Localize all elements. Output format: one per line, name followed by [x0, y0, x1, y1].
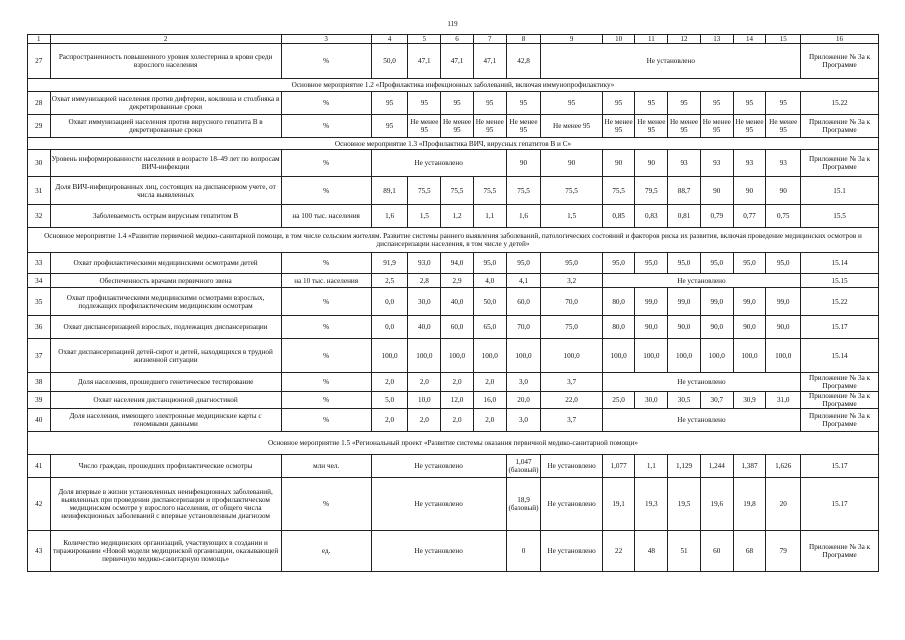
value-cell: 2,0	[408, 409, 441, 432]
value-cell: 0,81	[668, 205, 701, 228]
value-cell: Не менее 95	[766, 115, 801, 138]
value-cell: 93	[700, 150, 733, 177]
table-row	[28, 177, 879, 205]
value-cell: 95	[371, 115, 408, 138]
value-cell: 47,1	[441, 44, 474, 79]
value-cell: 100,0	[700, 339, 733, 373]
table-row	[28, 150, 879, 177]
value-cell: 89,1	[371, 177, 408, 205]
value-cell: 100,0	[635, 339, 668, 373]
value-cell: 80,0	[602, 316, 635, 339]
unit-cell: %	[281, 339, 371, 373]
value-cell: 95	[733, 92, 766, 115]
value-cell: 94,0	[441, 253, 474, 274]
column-number-cell: 12	[668, 35, 701, 44]
value-cell: 95,0	[733, 253, 766, 274]
value-cell: 100,0	[733, 339, 766, 373]
value-cell: 99,0	[635, 288, 668, 316]
table-row	[28, 373, 879, 392]
value-cell: 48	[635, 531, 668, 572]
value-cell: 16,0	[473, 392, 506, 409]
value-cell: 20	[766, 478, 801, 531]
section-title: Основное мероприятие 1.5 «Региональный проект «Развитие системы оказания первичной медико-санитарной помощи»	[28, 432, 879, 455]
unit-cell: %	[281, 177, 371, 205]
value-cell: 100,0	[441, 339, 474, 373]
value-cell: 5,0	[371, 392, 408, 409]
value-cell: 90	[506, 150, 541, 177]
value-cell: 75,5	[473, 177, 506, 205]
value-cell: 99,0	[766, 288, 801, 316]
value-cell: 0,83	[635, 205, 668, 228]
note-cell: Приложение № 3а к Программе	[801, 115, 879, 138]
value-cell: 90,0	[668, 316, 701, 339]
unit-cell: млн чел.	[281, 455, 371, 478]
value-cell: Не установлено	[602, 409, 800, 432]
section-title: Основное мероприятие 1.4 «Развитие первичной медико-санитарной помощи, в том числе сельским жителям. Развитие системы раннего выявления заболеваний, патологических состояний и факторов риска их развития, включая проведение медицинских осмотров и диспансеризации населения, в том числе у детей»	[28, 228, 879, 253]
table-row	[28, 316, 879, 339]
note-cell: 15.15	[801, 274, 879, 288]
value-cell: 1,1	[635, 455, 668, 478]
value-cell: 100,0	[668, 339, 701, 373]
value-cell: 95	[441, 92, 474, 115]
value-cell: 3,7	[541, 373, 602, 392]
unit-cell: %	[281, 253, 371, 274]
value-cell: 30,9	[733, 392, 766, 409]
column-number-cell: 16	[801, 35, 879, 44]
note-cell: Приложение № 3а к Программе	[801, 44, 879, 79]
value-cell: 70,0	[541, 288, 602, 316]
value-cell: 80,0	[602, 288, 635, 316]
column-number-cell: 6	[441, 35, 474, 44]
value-cell: 4,0	[473, 274, 506, 288]
unit-cell: %	[281, 92, 371, 115]
value-cell: 99,0	[668, 288, 701, 316]
value-cell: 95,0	[541, 253, 602, 274]
table-row	[28, 478, 879, 531]
value-cell: 75,5	[441, 177, 474, 205]
indicator-name: Охват диспансеризацией взрослых, подлежащих диспансеризации	[50, 316, 281, 339]
unit-cell: %	[281, 373, 371, 392]
value-cell: 1,6	[506, 205, 541, 228]
row-number: 37	[28, 339, 51, 373]
value-cell: Не менее 95	[635, 115, 668, 138]
note-cell: 15.5	[801, 205, 879, 228]
value-cell: 99,0	[700, 288, 733, 316]
value-cell: 95,0	[766, 253, 801, 274]
row-number: 42	[28, 478, 51, 531]
value-cell: 3,2	[541, 274, 602, 288]
value-cell: 4,1	[506, 274, 541, 288]
value-cell: Не менее 95	[506, 115, 541, 138]
value-cell: 90,0	[733, 316, 766, 339]
value-cell: 47,1	[408, 44, 441, 79]
value-cell: 95,0	[602, 253, 635, 274]
indicator-name: Заболеваемость острым вирусным гепатитом В	[50, 205, 281, 228]
value-cell: 93,0	[408, 253, 441, 274]
value-cell: Не менее 95	[700, 115, 733, 138]
value-cell: 1,5	[408, 205, 441, 228]
table-row	[28, 205, 879, 228]
value-cell: 1,6	[371, 205, 408, 228]
value-cell: 2,0	[371, 373, 408, 392]
unit-cell: %	[281, 44, 371, 79]
unit-cell: %	[281, 392, 371, 409]
value-cell: 95,0	[506, 253, 541, 274]
column-number-cell: 2	[50, 35, 281, 44]
section-header-row	[28, 228, 879, 253]
note-cell: Приложение № 3а к Программе	[801, 392, 879, 409]
value-cell: 90,0	[700, 316, 733, 339]
value-cell: 90,0	[766, 316, 801, 339]
value-cell: 75,5	[602, 177, 635, 205]
note-cell: 15.17	[801, 478, 879, 531]
note-cell: 15.14	[801, 339, 879, 373]
row-number: 34	[28, 274, 51, 288]
unit-cell: %	[281, 316, 371, 339]
section-header-row	[28, 138, 879, 150]
value-cell: 47,1	[473, 44, 506, 79]
table-row	[28, 288, 879, 316]
value-cell: 0,0	[371, 288, 408, 316]
indicator-name: Уровень информированности населения в возрасте 18–49 лет по вопросам ВИЧ-инфекции	[50, 150, 281, 177]
table-row	[28, 92, 879, 115]
indicator-name: Охват профилактическими медицинскими осмотрами взрослых, подлежащих профилактическим медицинским осмотрам	[50, 288, 281, 316]
value-cell: 93	[766, 150, 801, 177]
value-cell: 2,0	[473, 409, 506, 432]
value-cell: 12,0	[441, 392, 474, 409]
unit-cell: на 100 тыс. населения	[281, 205, 371, 228]
value-cell: Не установлено	[602, 274, 800, 288]
value-cell: 0,85	[602, 205, 635, 228]
column-number-cell: 14	[733, 35, 766, 44]
value-cell: Не менее 95	[541, 115, 602, 138]
value-cell: 90,0	[635, 316, 668, 339]
column-number-cell: 1	[28, 35, 51, 44]
value-cell: 25,0	[602, 392, 635, 409]
value-cell: 95	[635, 92, 668, 115]
value-cell: 2,8	[408, 274, 441, 288]
value-cell: 100,0	[602, 339, 635, 373]
value-cell: 19,6	[700, 478, 733, 531]
value-cell: 3,7	[541, 409, 602, 432]
column-number-cell: 10	[602, 35, 635, 44]
value-cell: 42,8	[506, 44, 541, 79]
row-number: 28	[28, 92, 51, 115]
value-cell: 95	[766, 92, 801, 115]
indicator-name: Обеспеченность врачами первичного звена	[50, 274, 281, 288]
indicator-name: Число граждан, прошедших профилактические осмотры	[50, 455, 281, 478]
value-cell: 60,0	[506, 288, 541, 316]
row-number: 30	[28, 150, 51, 177]
value-cell: 2,0	[408, 373, 441, 392]
note-cell: 15.1	[801, 177, 879, 205]
column-number-cell: 9	[541, 35, 602, 44]
value-cell: Не установлено	[371, 478, 506, 531]
value-cell: Не установлено	[541, 44, 801, 79]
value-cell: Не установлено	[541, 455, 602, 478]
value-cell: 1,129	[668, 455, 701, 478]
value-cell: 65,0	[473, 316, 506, 339]
section-title: Основное мероприятие 1.2 «Профилактика инфекционных заболеваний, включая иммунопрофилактику»	[28, 79, 879, 92]
value-cell: 2,9	[441, 274, 474, 288]
value-cell: Не установлено	[541, 531, 602, 572]
value-cell: 1,5	[541, 205, 602, 228]
value-cell: 30,0	[635, 392, 668, 409]
column-number-cell: 4	[371, 35, 408, 44]
value-cell: 0,79	[700, 205, 733, 228]
value-cell: 100,0	[541, 339, 602, 373]
table-row	[28, 339, 879, 373]
value-cell: 2,0	[473, 373, 506, 392]
value-cell: 20,0	[506, 392, 541, 409]
value-cell: 100,0	[371, 339, 408, 373]
indicators-table	[27, 34, 879, 572]
note-cell: 15.22	[801, 92, 879, 115]
value-cell: 2,0	[441, 409, 474, 432]
indicator-name: Доля ВИЧ-инфицированных лиц, состоящих на диспансерном учете, от числа выявленных	[50, 177, 281, 205]
value-cell: 95,0	[668, 253, 701, 274]
row-number: 33	[28, 253, 51, 274]
column-number-cell: 5	[408, 35, 441, 44]
value-cell: 22,0	[541, 392, 602, 409]
value-cell: 90	[541, 150, 602, 177]
value-cell: 19,3	[635, 478, 668, 531]
note-cell: 15.14	[801, 253, 879, 274]
unit-cell: %	[281, 409, 371, 432]
indicator-name: Распространенность повышенного уровня холестерина в крови среди взрослого населения	[50, 44, 281, 79]
unit-cell: ед.	[281, 531, 371, 572]
value-cell: 90	[700, 177, 733, 205]
value-cell: 95,0	[635, 253, 668, 274]
value-cell: 70,0	[506, 316, 541, 339]
column-number-cell: 7	[473, 35, 506, 44]
value-cell: 0,75	[766, 205, 801, 228]
table-row	[28, 409, 879, 432]
note-cell: 15.22	[801, 288, 879, 316]
unit-cell: %	[281, 478, 371, 531]
row-number: 40	[28, 409, 51, 432]
indicator-name: Охват иммунизацией населения против дифтерии, коклюша и столбняка в декретированные сроки	[50, 92, 281, 115]
indicator-name: Доля населения, имеющего электронные медицинские карты с геномными данными	[50, 409, 281, 432]
unit-cell: %	[281, 150, 371, 177]
value-cell: 95	[473, 92, 506, 115]
value-cell: 1,077	[602, 455, 635, 478]
value-cell: 3,0	[506, 409, 541, 432]
unit-cell: %	[281, 288, 371, 316]
value-cell: 60	[700, 531, 733, 572]
indicator-name: Количество медицинских организаций, участвующих в создании и тиражировании «Новой модели медицинской организации, оказывающей первичную медико-санитарную помощь»	[50, 531, 281, 572]
value-cell: 2,5	[371, 274, 408, 288]
value-cell: 95,0	[473, 253, 506, 274]
row-number: 32	[28, 205, 51, 228]
column-number-cell: 13	[700, 35, 733, 44]
value-cell: 19,5	[668, 478, 701, 531]
indicator-name: Охват населения дистанционной диагностикой	[50, 392, 281, 409]
value-cell: 50,0	[473, 288, 506, 316]
indicator-name: Охват диспансеризацией детей-сирот и детей, находящихся в трудной жизненной ситуации	[50, 339, 281, 373]
value-cell: Не установлено	[541, 478, 602, 531]
value-cell: 1,047 (базовый)	[506, 455, 541, 478]
value-cell: 40,0	[441, 288, 474, 316]
value-cell: 31,0	[766, 392, 801, 409]
value-cell: 22	[602, 531, 635, 572]
note-cell: Приложение № 3а к Программе	[801, 409, 879, 432]
value-cell: 75,5	[506, 177, 541, 205]
value-cell: 1,2	[441, 205, 474, 228]
column-number-cell: 15	[766, 35, 801, 44]
value-cell: Не менее 95	[441, 115, 474, 138]
column-number-cell: 11	[635, 35, 668, 44]
table-row	[28, 274, 879, 288]
value-cell: 100,0	[408, 339, 441, 373]
value-cell: Не менее 95	[602, 115, 635, 138]
value-cell: 95,0	[700, 253, 733, 274]
value-cell: 88,7	[668, 177, 701, 205]
row-number: 38	[28, 373, 51, 392]
value-cell: 1,244	[700, 455, 733, 478]
value-cell: 68	[733, 531, 766, 572]
row-number: 29	[28, 115, 51, 138]
value-cell: 93	[668, 150, 701, 177]
row-number: 35	[28, 288, 51, 316]
table-row	[28, 253, 879, 274]
unit-cell: на 10 тыс. населения	[281, 274, 371, 288]
value-cell: 95	[602, 92, 635, 115]
value-cell: 19,8	[733, 478, 766, 531]
value-cell: 2,0	[441, 373, 474, 392]
value-cell: 100,0	[766, 339, 801, 373]
value-cell: Не установлено	[371, 531, 506, 572]
value-cell: 75,5	[408, 177, 441, 205]
value-cell: 79,5	[635, 177, 668, 205]
value-cell: 100,0	[506, 339, 541, 373]
value-cell: 79	[766, 531, 801, 572]
value-cell: 30,0	[408, 288, 441, 316]
value-cell: 75,5	[541, 177, 602, 205]
row-number: 39	[28, 392, 51, 409]
value-cell: 0	[506, 531, 541, 572]
row-number: 43	[28, 531, 51, 572]
value-cell: 1,387	[733, 455, 766, 478]
value-cell: 18,9 (базовый)	[506, 478, 541, 531]
value-cell: Не менее 95	[408, 115, 441, 138]
column-number-cell: 3	[281, 35, 371, 44]
section-header-row	[28, 79, 879, 92]
value-cell: 95	[668, 92, 701, 115]
value-cell: 90	[635, 150, 668, 177]
note-cell: Приложение № 3а к Программе	[801, 373, 879, 392]
note-cell: Приложение № 3а к Программе	[801, 150, 879, 177]
row-number: 27	[28, 44, 51, 79]
value-cell: Не менее 95	[733, 115, 766, 138]
value-cell: 93	[733, 150, 766, 177]
value-cell: 19,1	[602, 478, 635, 531]
value-cell: Не установлено	[371, 455, 506, 478]
value-cell: 30,5	[668, 392, 701, 409]
value-cell: 40,0	[408, 316, 441, 339]
value-cell: 0,77	[733, 205, 766, 228]
unit-cell: %	[281, 115, 371, 138]
indicator-name: Доля населения, прошедшего генетическое тестирование	[50, 373, 281, 392]
indicator-name: Доля впервые в жизни установленных неинфекционных заболеваний, выявленных при проведении диспансеризации и профилактическом медицинском осмотре у взрослого населения, от общего числа неинфекционных заболеваний с впервые установленным диагнозом	[50, 478, 281, 531]
value-cell: 95	[541, 92, 602, 115]
value-cell: 2,0	[371, 409, 408, 432]
value-cell: 95	[371, 92, 408, 115]
indicator-name: Охват иммунизацией населения против вирусного гепатита В в декретированные сроки	[50, 115, 281, 138]
note-cell: 15.17	[801, 455, 879, 478]
value-cell: 90	[766, 177, 801, 205]
value-cell: 90	[733, 177, 766, 205]
value-cell: 10,0	[408, 392, 441, 409]
table-row	[28, 455, 879, 478]
page-number: 119	[447, 20, 458, 28]
value-cell: 50,0	[371, 44, 408, 79]
value-cell: Не менее 95	[668, 115, 701, 138]
value-cell: 95	[506, 92, 541, 115]
value-cell: Не установлено	[602, 373, 800, 392]
section-title: Основное мероприятие 1.3 «Профилактика ВИЧ, вирусных гепатитов В и С»	[28, 138, 879, 150]
value-cell: 91,9	[371, 253, 408, 274]
row-number: 31	[28, 177, 51, 205]
row-number: 41	[28, 455, 51, 478]
row-number: 36	[28, 316, 51, 339]
value-cell: Не менее 95	[473, 115, 506, 138]
value-cell: 90	[602, 150, 635, 177]
section-header-row	[28, 432, 879, 455]
note-cell: 15.17	[801, 316, 879, 339]
value-cell: 95	[700, 92, 733, 115]
value-cell: 1,626	[766, 455, 801, 478]
value-cell: 99,0	[733, 288, 766, 316]
value-cell: 95	[408, 92, 441, 115]
note-cell: Приложение № 3а к Программе	[801, 531, 879, 572]
column-number-row	[28, 35, 879, 44]
value-cell: 60,0	[441, 316, 474, 339]
value-cell: 75,0	[541, 316, 602, 339]
value-cell: 30,7	[700, 392, 733, 409]
table-row	[28, 115, 879, 138]
value-cell: 1,1	[473, 205, 506, 228]
value-cell: Не установлено	[371, 150, 506, 177]
table-row	[28, 531, 879, 572]
indicator-name: Охват профилактическими медицинскими осмотрами детей	[50, 253, 281, 274]
value-cell: 0,0	[371, 316, 408, 339]
value-cell: 3,0	[506, 373, 541, 392]
value-cell: 100,0	[473, 339, 506, 373]
column-number-cell: 8	[506, 35, 541, 44]
value-cell: 51	[668, 531, 701, 572]
table-row	[28, 44, 879, 79]
table-row	[28, 392, 879, 409]
